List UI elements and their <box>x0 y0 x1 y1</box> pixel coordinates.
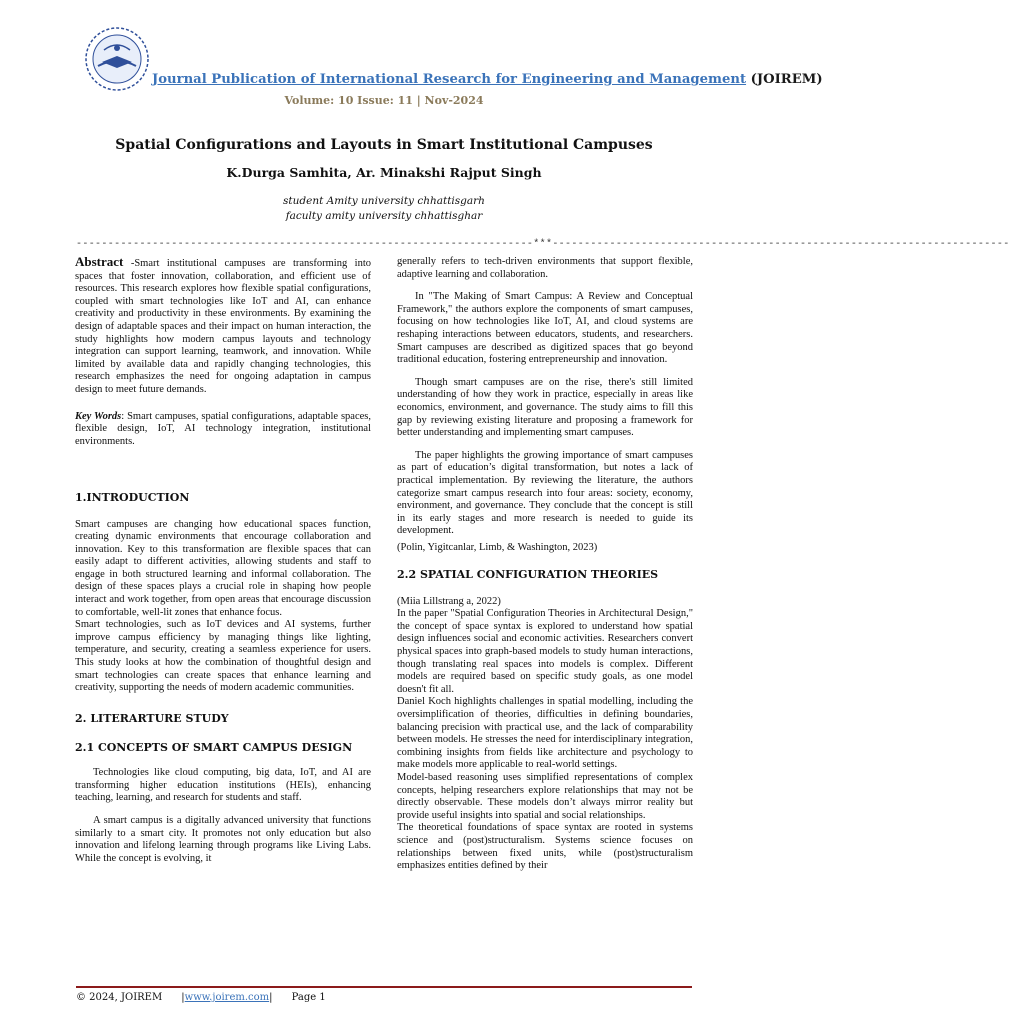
paper-authors: K.Durga Samhita, Ar. Minakshi Rajput Singh <box>226 165 542 180</box>
lit-paragraph-2: A smart campus is a digitally advanced university that functions similarly to a smart city. It promotes not only education but also innovation and lifelong learning through programs like Living Labs. While the concept is evolving, it <box>75 814 371 864</box>
right-paragraph-5: In the paper "Spatial Configuration Theories in Architectural Design," the concept of space syntax is explored to understand how spatial design influences social and economic activities. Researchers convert physical spaces into graph-based models to study human interactions, though translating real spaces into models is complex. Different models are required based on specific study goals, as one model doesn't fit all. <box>397 608 693 695</box>
left-column <box>75 254 371 865</box>
right-paragraph-6: Daniel Koch highlights challenges in spatial modelling, including the oversimplification of theories, difficulties in defining boundaries, balancing precision with practical use, and the lack of comparability between models. He stresses the need for interdisciplinary integration, combining insights from fields like architecture and psychology to make models more applicable to real-world settings. <box>397 696 693 771</box>
citation-2: (Miia Lillstrang a, 2022) <box>397 595 501 607</box>
heading-literature-study: 2. LITERARTURE STUDY <box>75 711 229 725</box>
footer-url-link[interactable]: www.joirem.com <box>184 992 270 1003</box>
intro-paragraph-1: Smart campuses are changing how educational spaces function, creating dynamic environments that encourage collaboration and innovation. Key to this transformation are flexible spaces that can easily adapt to different activities, allowing students and staff to engage in both structured learning and informal collaboration. The design of these spaces plays a crucial role in shaping how people interact and work together, from open areas that encourage discussion to comfortable, well-lit zones that enhance focus. <box>75 518 371 618</box>
heading-2-2: 2.2 SPATIAL CONFIGURATION THEORIES <box>397 568 659 582</box>
footer-rule <box>76 986 692 988</box>
journal-logo <box>84 26 150 92</box>
citation-1: (Polin, Yigitcanlar, Limb, & Washington, 2023) <box>397 541 598 553</box>
volume-line: Volume: 10 Issue: 11 | Nov-2024 <box>284 94 484 107</box>
lit-paragraph-1: Technologies like cloud computing, big data, IoT, and AI are transforming higher education institutions (HEIs), enhancing teaching, learning, and research for students and staff. <box>75 767 371 804</box>
footer-separator: | <box>181 992 185 1003</box>
paper-title: Spatial Configurations and Layouts in Smart Institutional Campuses <box>115 137 653 153</box>
abstract-label: Abstract <box>75 254 124 269</box>
affiliation-1: student Amity university chhattisgarh <box>283 195 485 207</box>
journal-abbr: (JOIREM) <box>750 72 823 87</box>
right-paragraph-7: Model-based reasoning uses simplified representations of complex concepts, helping researchers explore relationships that may not be directly observable. These models don’t always mirror reality but provide useful insights into spatial and social relationships. <box>397 771 693 821</box>
affiliation-2: faculty amity university chhattisghar <box>285 210 483 222</box>
keywords-label: Key Words <box>75 410 122 422</box>
intro-paragraph-2: Smart technologies, such as IoT devices and AI systems, further improve campus efficiency by managing things like lighting, temperature, and security, creating a seamless experience for users. This study looks at how the combination of thoughtful design and smart technologies can create spaces that enhance learning and creativity, supporting the needs of modern academic communities. <box>75 619 371 694</box>
right-paragraph-1: generally refers to tech-driven environments that support flexible, adaptive learning and collaboration. <box>397 256 693 280</box>
journal-header <box>152 72 823 87</box>
separator-line: ------------------------------------------------------------------------***------------------------------------------------------------------------ <box>76 239 1010 250</box>
footer-copyright: © 2024, JOIREM <box>76 992 163 1003</box>
right-column <box>397 256 693 873</box>
footer <box>76 992 326 1003</box>
right-paragraph-8: The theoretical foundations of space syntax are rooted in systems science and (post)structuralism. Systems science focuses on relationships between fixed units, while (post)structuralism emphasizes entities defined by their <box>397 822 693 872</box>
keywords-paragraph <box>75 411 371 449</box>
keywords-text: : Smart campuses, spatial configurations, adaptable spaces, flexible design, IoT, AI technology integration, institutional environments. <box>75 410 371 447</box>
heading-introduction: 1.INTRODUCTION <box>75 491 190 505</box>
footer-page-number: Page 1 <box>291 992 326 1003</box>
abstract-text: -Smart institutional campuses are transforming into spaces that foster innovation, collaboration, and efficient use of resources. This research explores how flexible spatial configurations, coupled with smart technologies like IoT and AI, can enhance creativity and productivity in these environments. By examining the design of adaptable spaces and their impact on human interaction, the study highlights how modern campus layouts and technology integration can support learning, teamwork, and innovation. While limited by available data and rapidly changing technologies, this research emphasizes the need for ongoing adaptation in campus design to meet future demands. <box>75 258 371 395</box>
right-paragraph-2: In "The Making of Smart Campus: A Review and Conceptual Framework," the authors explore the components of smart campuses, focusing on how technologies like IoT, AI, and cloud systems are reshaping interactions between educators, students, and researchers. Smart campuses are described as digitized spaces that go beyond traditional education, fostering entrepreneurship and innovation. <box>397 291 693 366</box>
footer-separator: | <box>269 992 273 1003</box>
abstract-paragraph <box>75 254 371 397</box>
right-paragraph-3: Though smart campuses are on the rise, there's still limited understanding of how they work in practice, especially in areas like economics, environment, and governance. The study aims to fill this gap by reviewing existing literature and proposing a framework for better understanding and implementing smart campuses. <box>397 376 693 439</box>
right-paragraph-4: The paper highlights the growing importance of smart campuses as part of education’s digital transformation, but notes a lack of practical implementation. By reviewing the literature, the authors categorize smart campus research into four areas: society, economy, environment, and governance. They conclude that the concept is still in its early stages and more research is needed to guide its development. <box>397 449 693 537</box>
journal-name-link[interactable]: Journal Publication of International Research for Engineering and Management <box>152 72 747 87</box>
heading-2-1: 2.1 CONCEPTS OF SMART CAMPUS DESIGN <box>75 741 353 754</box>
